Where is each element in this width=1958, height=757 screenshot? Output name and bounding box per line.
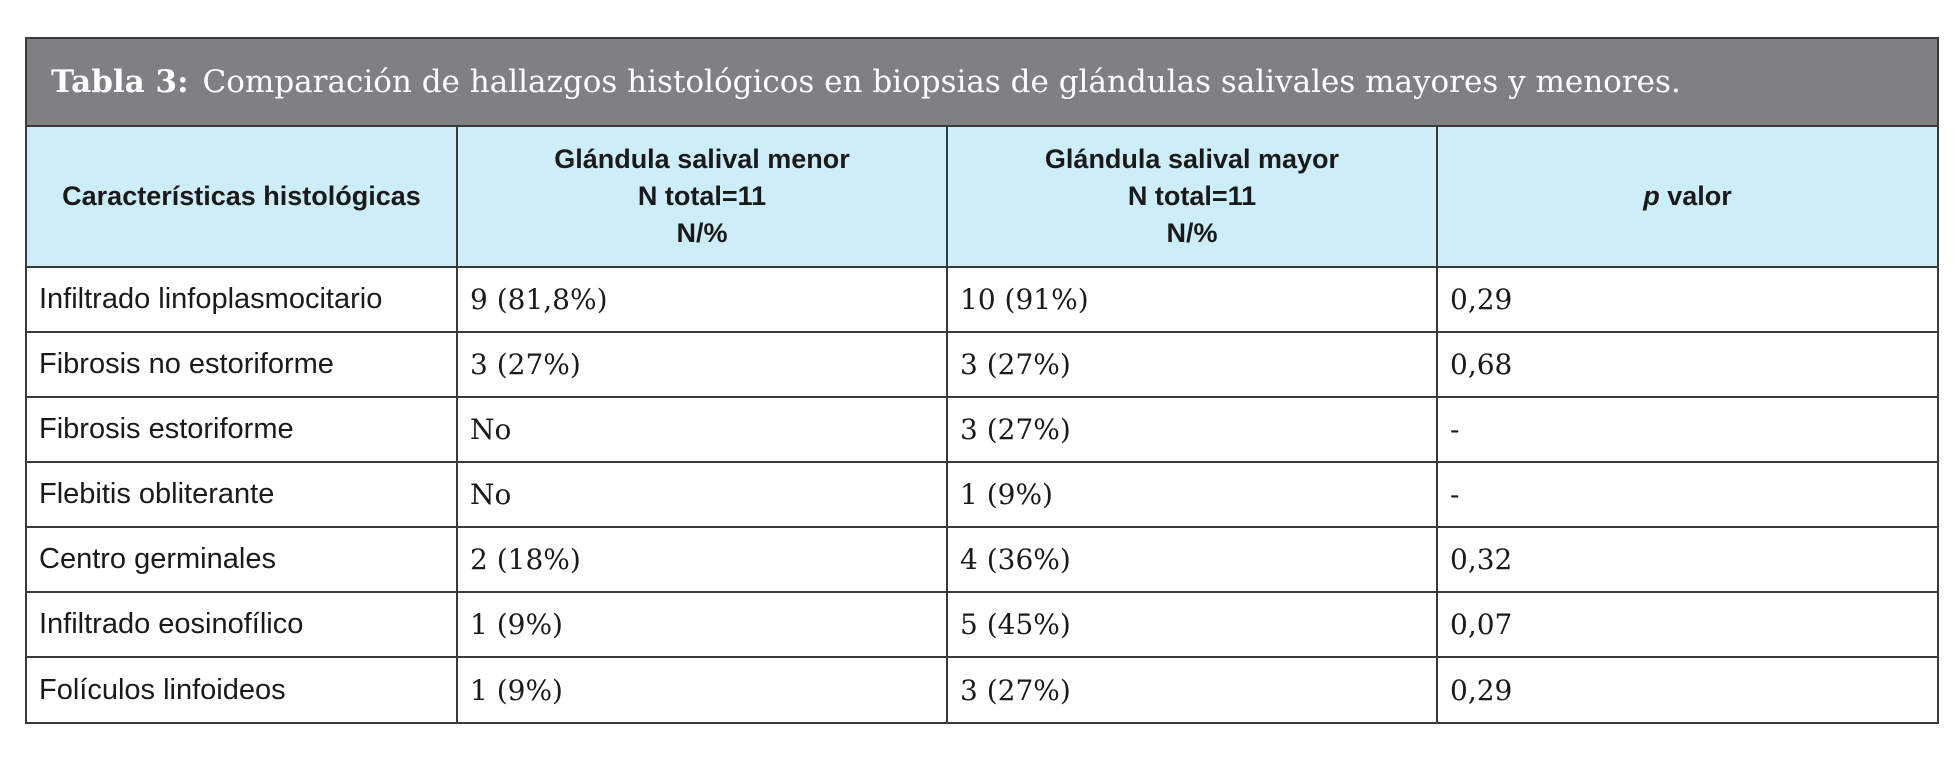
header-features xyxy=(27,127,457,267)
cell-major-gland: 3 (27%) xyxy=(947,657,1437,722)
cell-p-value: 0,32 xyxy=(1437,527,1937,592)
header-major-line2: N total=11 xyxy=(1127,181,1257,211)
header-p-value xyxy=(1437,127,1937,267)
cell-feature: Folículos linfoideos xyxy=(27,657,457,722)
header-major-line3: N/% xyxy=(1166,218,1218,248)
header-features-label: Características histológicas xyxy=(62,181,421,211)
cell-p-value: 0,29 xyxy=(1437,267,1937,332)
caption-text: Comparación de hallazgos histológicos en biopsias de glándulas salivales mayores y menores. xyxy=(202,64,1681,100)
cell-major-gland: 4 (36%) xyxy=(947,527,1437,592)
caption-label: Tabla 3: xyxy=(51,64,189,100)
table-row xyxy=(27,527,1937,592)
cell-minor-gland: 9 (81,8%) xyxy=(457,267,947,332)
table-caption xyxy=(27,39,1937,127)
cell-feature: Flebitis obliterante xyxy=(27,462,457,527)
header-minor-gland xyxy=(457,127,947,267)
cell-feature: Infiltrado eosinofílico xyxy=(27,592,457,657)
header-p-rest: valor xyxy=(1659,181,1732,211)
cell-p-value: - xyxy=(1437,397,1937,462)
table-row xyxy=(27,397,1937,462)
cell-feature: Fibrosis no estoriforme xyxy=(27,332,457,397)
table-row xyxy=(27,267,1937,332)
cell-p-value: 0,29 xyxy=(1437,657,1937,722)
cell-minor-gland: No xyxy=(457,397,947,462)
cell-feature: Fibrosis estoriforme xyxy=(27,397,457,462)
cell-minor-gland: No xyxy=(457,462,947,527)
histology-table xyxy=(25,37,1939,724)
cell-p-value: 0,68 xyxy=(1437,332,1937,397)
table-row xyxy=(27,657,1937,722)
header-major-gland xyxy=(947,127,1437,267)
table-row xyxy=(27,462,1937,527)
header-major-line1: Glándula salival mayor xyxy=(1044,144,1340,174)
cell-major-gland: 3 (27%) xyxy=(947,397,1437,462)
cell-major-gland: 3 (27%) xyxy=(947,332,1437,397)
header-minor-line3: N/% xyxy=(676,218,728,248)
cell-minor-gland: 3 (27%) xyxy=(457,332,947,397)
cell-major-gland: 5 (45%) xyxy=(947,592,1437,657)
header-minor-line1: Glándula salival menor xyxy=(554,144,850,174)
cell-p-value: - xyxy=(1437,462,1937,527)
table-row xyxy=(27,332,1937,397)
cell-feature: Infiltrado linfoplasmocitario xyxy=(27,267,457,332)
cell-minor-gland: 1 (9%) xyxy=(457,592,947,657)
cell-p-value: 0,07 xyxy=(1437,592,1937,657)
cell-major-gland: 10 (91%) xyxy=(947,267,1437,332)
header-minor-line2: N total=11 xyxy=(637,181,767,211)
data-table xyxy=(27,127,1937,722)
header-p-italic: p xyxy=(1643,181,1660,211)
header-row xyxy=(27,127,1937,267)
cell-minor-gland: 2 (18%) xyxy=(457,527,947,592)
cell-minor-gland: 1 (9%) xyxy=(457,657,947,722)
table-row xyxy=(27,592,1937,657)
cell-feature: Centro germinales xyxy=(27,527,457,592)
cell-major-gland: 1 (9%) xyxy=(947,462,1437,527)
